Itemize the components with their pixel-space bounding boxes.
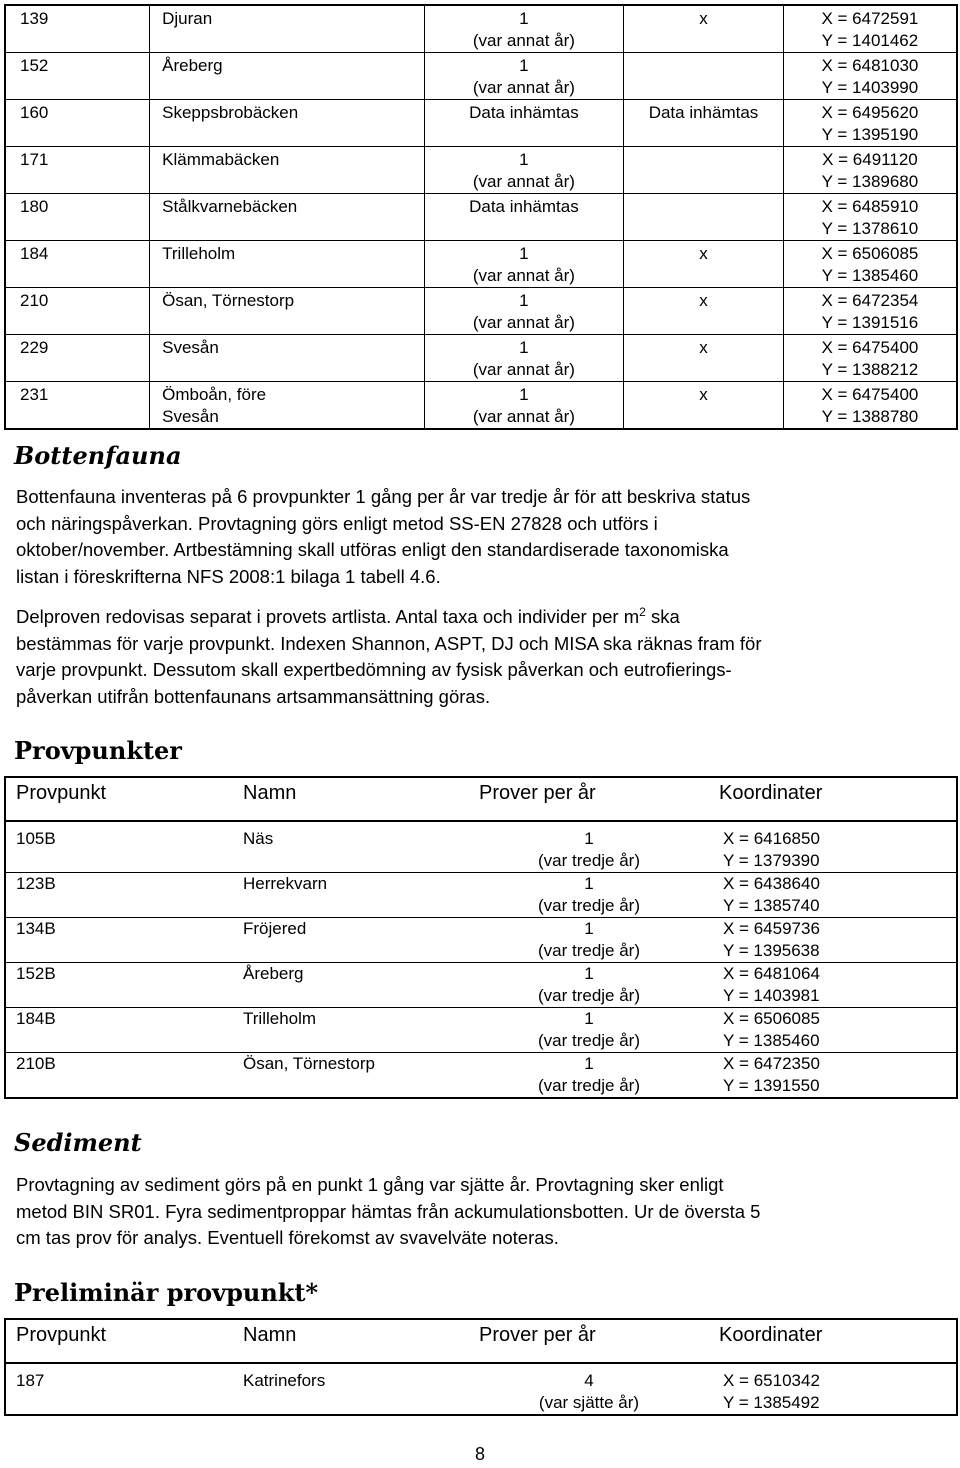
samples-per-year: 1 xyxy=(584,829,594,848)
point-id: 187 xyxy=(16,1371,45,1390)
coordinates: Y = 1385740 xyxy=(723,896,820,915)
superscript: 2 xyxy=(639,604,646,619)
samples-per-year-cell xyxy=(424,5,624,53)
sample-mark-cell xyxy=(624,241,784,288)
point-name-cell xyxy=(233,821,469,873)
sample-mark: x xyxy=(699,385,708,404)
text-line: varje provpunkt. Dessutom skall expertbedömning av fysisk påverkan och eutrofierings- xyxy=(16,659,732,680)
coordinates: Y = 1378610 xyxy=(821,219,919,238)
sample-mark-cell xyxy=(624,194,784,241)
coordinates: Y = 1401462 xyxy=(821,31,919,50)
coordinates: Y = 1388780 xyxy=(821,407,919,426)
point-name-cell xyxy=(233,873,469,918)
sample-mark-cell xyxy=(624,147,784,194)
sample-mark-cell xyxy=(624,100,784,147)
table-row xyxy=(5,963,957,1008)
samples-per-year: Data inhämtas xyxy=(469,197,579,216)
coordinates-cell xyxy=(709,1053,957,1099)
station-name: Klämmabäcken xyxy=(162,150,280,169)
samples-per-year: 1 xyxy=(584,874,594,893)
station-name: Ösan, Törnestorp xyxy=(162,291,295,310)
samples-per-year: (var tredje år) xyxy=(537,1076,641,1095)
samples-per-year: 1 xyxy=(519,385,529,404)
coordinates: X = 6475400 xyxy=(821,385,919,404)
samples-per-year: (var annat år) xyxy=(472,31,575,50)
point-id-cell xyxy=(5,821,233,873)
samples-per-year: 1 xyxy=(584,1009,594,1028)
point-name-cell xyxy=(233,1363,469,1415)
coordinates: Y = 1395190 xyxy=(821,125,919,144)
samples-per-year: (var tredje år) xyxy=(537,896,641,915)
coordinates: X = 6491120 xyxy=(822,150,918,169)
point-name: Katrinefors xyxy=(243,1371,326,1390)
coordinates: X = 6506085 xyxy=(723,1009,820,1028)
station-name: Åreberg xyxy=(162,56,223,75)
table-row xyxy=(5,335,957,382)
station-name: Svesån xyxy=(162,407,219,426)
coordinates-cell xyxy=(783,382,957,430)
page-number: 8 xyxy=(474,1444,485,1464)
coordinates: X = 6485910 xyxy=(821,197,919,216)
samples-per-year: (var tredje år) xyxy=(537,986,641,1005)
text-line: Bottenfauna inventeras på 6 provpunkter 1 gång per år var tredje år för att beskriva status xyxy=(16,486,751,507)
samples-per-year-cell xyxy=(469,1363,709,1415)
coordinates: X = 6472350 xyxy=(723,1054,820,1073)
point-name: Ösan, Törnestorp xyxy=(243,1054,375,1073)
coordinates: X = 6459736 xyxy=(723,919,820,938)
sample-mark: x xyxy=(699,291,708,310)
samples-per-year: (var annat år) xyxy=(472,172,575,191)
station-id: 229 xyxy=(20,338,49,357)
samples-per-year: (var tredje år) xyxy=(537,851,641,870)
bottenfauna-paragraph-1 xyxy=(16,484,946,590)
samples-per-year-cell xyxy=(469,963,709,1008)
table-row xyxy=(5,5,957,53)
station-id-cell xyxy=(5,194,150,241)
coordinates-cell xyxy=(709,821,957,873)
table-row xyxy=(5,288,957,335)
samples-per-year-cell xyxy=(424,100,624,147)
coordinates: X = 6481030 xyxy=(821,56,919,75)
samples-per-year: 1 xyxy=(519,56,529,75)
point-id: 210B xyxy=(16,1054,56,1073)
samples-per-year: (var sjätte år) xyxy=(538,1393,640,1412)
point-name: Herrekvarn xyxy=(243,874,328,893)
table-header-row xyxy=(5,1319,957,1363)
coordinates: Y = 1379390 xyxy=(723,851,820,870)
text-line: cm tas prov för analys. Eventuell förekomst av svavelväte noteras. xyxy=(16,1227,559,1248)
point-id: 123B xyxy=(16,874,56,893)
station-name: Skeppsbrobäcken xyxy=(162,103,299,122)
samples-per-year-cell xyxy=(424,335,624,382)
coordinates: Y = 1385460 xyxy=(821,266,919,285)
bottenfauna-paragraph-2 xyxy=(16,604,946,710)
coordinates: Y = 1403990 xyxy=(821,78,919,97)
text-line: Provtagning av sediment görs på en punkt 1 gång var sjätte år. Provtagning sker enligt xyxy=(16,1174,724,1195)
provpunkter-heading: Provpunkter xyxy=(14,736,182,765)
coordinates-cell xyxy=(709,1008,957,1053)
table-row xyxy=(5,382,957,430)
sample-mark: x xyxy=(699,338,708,357)
coordinates: Y = 1385492 xyxy=(723,1393,820,1412)
point-id: 134B xyxy=(16,919,56,938)
coordinates-cell xyxy=(783,53,957,100)
coordinates: Y = 1385460 xyxy=(723,1031,820,1050)
sample-mark-cell xyxy=(624,335,784,382)
coordinates-cell xyxy=(783,288,957,335)
point-name-cell xyxy=(233,918,469,963)
station-id: 210 xyxy=(20,291,49,310)
coordinates: X = 6438640 xyxy=(723,874,820,893)
samples-per-year: 1 xyxy=(519,9,529,28)
point-name: Åreberg xyxy=(243,964,304,983)
table-header-row xyxy=(5,777,957,821)
column-header: Provpunkt xyxy=(5,777,233,821)
sample-mark-cell xyxy=(624,382,784,430)
coordinates-cell xyxy=(709,1363,957,1415)
coordinates: Y = 1403981 xyxy=(723,986,820,1005)
station-id-cell xyxy=(5,147,150,194)
coordinates-cell xyxy=(709,873,957,918)
station-name: Djuran xyxy=(162,9,213,28)
station-name-cell xyxy=(150,5,425,53)
station-id-cell xyxy=(5,382,150,430)
samples-per-year-cell xyxy=(469,918,709,963)
table-row xyxy=(5,53,957,100)
point-name: Fröjered xyxy=(243,919,307,938)
station-id-cell xyxy=(5,100,150,147)
column-header: Prover per år xyxy=(469,1319,709,1363)
station-id-cell xyxy=(5,5,150,53)
station-id: 160 xyxy=(20,103,49,122)
sample-mark: Data inhämtas xyxy=(648,103,759,122)
coordinates: X = 6481064 xyxy=(723,964,820,983)
station-id: 184 xyxy=(20,244,49,263)
samples-per-year: 1 xyxy=(519,338,529,357)
coordinates: Y = 1391516 xyxy=(821,313,919,332)
point-id-cell xyxy=(5,873,233,918)
samples-per-year: 1 xyxy=(584,964,594,983)
coordinates-cell xyxy=(783,100,957,147)
samples-per-year: 1 xyxy=(584,1054,594,1073)
point-id-cell xyxy=(5,1053,233,1099)
column-header: Namn xyxy=(233,777,469,821)
coordinates: X = 6472354 xyxy=(821,291,919,310)
sample-mark: x xyxy=(699,244,708,263)
coordinates-cell xyxy=(783,194,957,241)
point-id-cell xyxy=(5,963,233,1008)
table-row xyxy=(5,1053,957,1099)
preliminar-heading: Preliminär provpunkt* xyxy=(14,1278,319,1307)
coordinates-cell xyxy=(783,147,957,194)
station-id: 139 xyxy=(20,9,49,28)
sample-mark-cell xyxy=(624,288,784,335)
coordinates: X = 6472591 xyxy=(821,9,919,28)
station-name: Stålkvarnebäcken xyxy=(162,197,298,216)
samples-per-year: (var tredje år) xyxy=(537,1031,641,1050)
point-id-cell xyxy=(5,1008,233,1053)
text-line: oktober/november. Artbestämning skall utföras enligt den standardiserade taxonomiska xyxy=(16,539,729,560)
point-name-cell xyxy=(233,1053,469,1099)
point-name: Näs xyxy=(243,829,274,848)
point-id: 152B xyxy=(16,964,56,983)
samples-per-year: 1 xyxy=(584,919,594,938)
samples-per-year: (var annat år) xyxy=(472,313,575,332)
station-id-cell xyxy=(5,241,150,288)
table-row xyxy=(5,1363,957,1415)
text-line: listan i föreskrifterna NFS 2008:1 bilaga 1 tabell 4.6. xyxy=(16,565,441,587)
coordinates: X = 6416850 xyxy=(723,829,820,848)
text-line xyxy=(16,604,946,631)
point-name-cell xyxy=(233,963,469,1008)
text-segment: ska xyxy=(645,606,680,627)
station-id-cell xyxy=(5,53,150,100)
station-id: 152 xyxy=(20,56,49,75)
samples-per-year-cell xyxy=(424,288,624,335)
point-id: 105B xyxy=(16,829,56,848)
samples-per-year: 1 xyxy=(519,244,529,263)
samples-per-year: (var annat år) xyxy=(472,360,575,379)
samples-per-year-cell xyxy=(424,147,624,194)
station-name-cell xyxy=(150,147,425,194)
preliminar-table xyxy=(4,1318,958,1416)
point-name-cell xyxy=(233,1008,469,1053)
sample-mark-cell xyxy=(624,5,784,53)
coordinates: Y = 1388212 xyxy=(821,360,919,379)
station-id: 231 xyxy=(20,385,49,404)
text-segment: Delproven redovisas separat i provets artlista. Antal taxa och individer per m xyxy=(16,606,640,627)
samples-per-year: 1 xyxy=(519,291,529,310)
column-header: Prover per år xyxy=(469,777,709,821)
coordinates: X = 6475400 xyxy=(821,338,919,357)
table-row xyxy=(5,821,957,873)
table-row xyxy=(5,241,957,288)
station-id: 171 xyxy=(20,150,49,169)
table-row xyxy=(5,100,957,147)
point-id-cell xyxy=(5,1363,233,1415)
text-line: metod BIN SR01. Fyra sedimentproppar hämtas från ackumulationsbotten. Ur de översta 5 xyxy=(16,1200,761,1222)
coordinates-cell xyxy=(709,918,957,963)
text-line: och näringspåverkan. Provtagning görs enligt metod SS-EN 27828 och utförs i xyxy=(16,512,658,534)
samples-per-year: (var annat år) xyxy=(472,78,575,97)
coordinates: Y = 1391550 xyxy=(723,1076,820,1095)
coordinates: X = 6495620 xyxy=(821,103,919,122)
station-id: 180 xyxy=(20,197,49,216)
table-row xyxy=(5,194,957,241)
station-name: Ömboån, före xyxy=(162,385,267,404)
samples-per-year-cell xyxy=(469,1053,709,1099)
bottenfauna-heading: Bottenfauna xyxy=(14,441,182,470)
samples-per-year-cell xyxy=(469,873,709,918)
station-name-cell xyxy=(150,194,425,241)
samples-per-year: (var tredje år) xyxy=(537,941,641,960)
column-header: Koordinater xyxy=(709,777,957,821)
station-name-cell xyxy=(150,100,425,147)
samples-per-year: 4 xyxy=(584,1371,594,1390)
station-name-cell xyxy=(150,382,425,430)
coordinates: X = 6506085 xyxy=(821,244,919,263)
station-name: Trilleholm xyxy=(162,244,236,263)
column-header: Koordinater xyxy=(709,1319,957,1363)
samples-per-year-cell xyxy=(469,1008,709,1053)
samples-per-year: (var annat år) xyxy=(472,407,575,426)
table-row xyxy=(5,918,957,963)
samples-per-year-cell xyxy=(424,53,624,100)
station-id-cell xyxy=(5,288,150,335)
samples-per-year-cell xyxy=(424,382,624,430)
point-id-cell xyxy=(5,918,233,963)
sediment-heading: Sediment xyxy=(14,1128,142,1157)
station-id-cell xyxy=(5,335,150,382)
sample-mark-cell xyxy=(624,53,784,100)
station-name-cell xyxy=(150,241,425,288)
point-id: 184B xyxy=(16,1009,56,1028)
coordinates: Y = 1395638 xyxy=(723,941,820,960)
sample-mark: x xyxy=(699,9,708,28)
station-table xyxy=(4,4,958,430)
station-name-cell xyxy=(150,53,425,100)
coordinates: Y = 1389680 xyxy=(821,172,919,191)
column-header: Provpunkt xyxy=(5,1319,233,1363)
coordinates-cell xyxy=(783,5,957,53)
coordinates-cell xyxy=(783,241,957,288)
coordinates: X = 6510342 xyxy=(723,1371,820,1390)
text-line: påverkan utifrån bottenfaunans artsammansättning göras. xyxy=(16,685,491,707)
samples-per-year-cell xyxy=(469,821,709,873)
provpunkter-table xyxy=(4,776,958,1099)
samples-per-year-cell xyxy=(424,241,624,288)
text-line: bestämmas för varje provpunkt. Indexen Shannon, ASPT, DJ och MISA ska räknas fram för xyxy=(16,632,762,654)
table-row xyxy=(5,873,957,918)
table-row xyxy=(5,147,957,194)
samples-per-year: 1 xyxy=(519,150,529,169)
column-header: Namn xyxy=(233,1319,469,1363)
table-row xyxy=(5,1008,957,1053)
samples-per-year: Data inhämtas xyxy=(469,103,579,122)
station-name-cell xyxy=(150,288,425,335)
coordinates-cell xyxy=(783,335,957,382)
point-name: Trilleholm xyxy=(243,1009,317,1028)
coordinates-cell xyxy=(709,963,957,1008)
sediment-paragraph xyxy=(16,1172,946,1252)
samples-per-year: (var annat år) xyxy=(472,266,575,285)
station-name: Svesån xyxy=(162,338,219,357)
station-name-cell xyxy=(150,335,425,382)
samples-per-year-cell xyxy=(424,194,624,241)
